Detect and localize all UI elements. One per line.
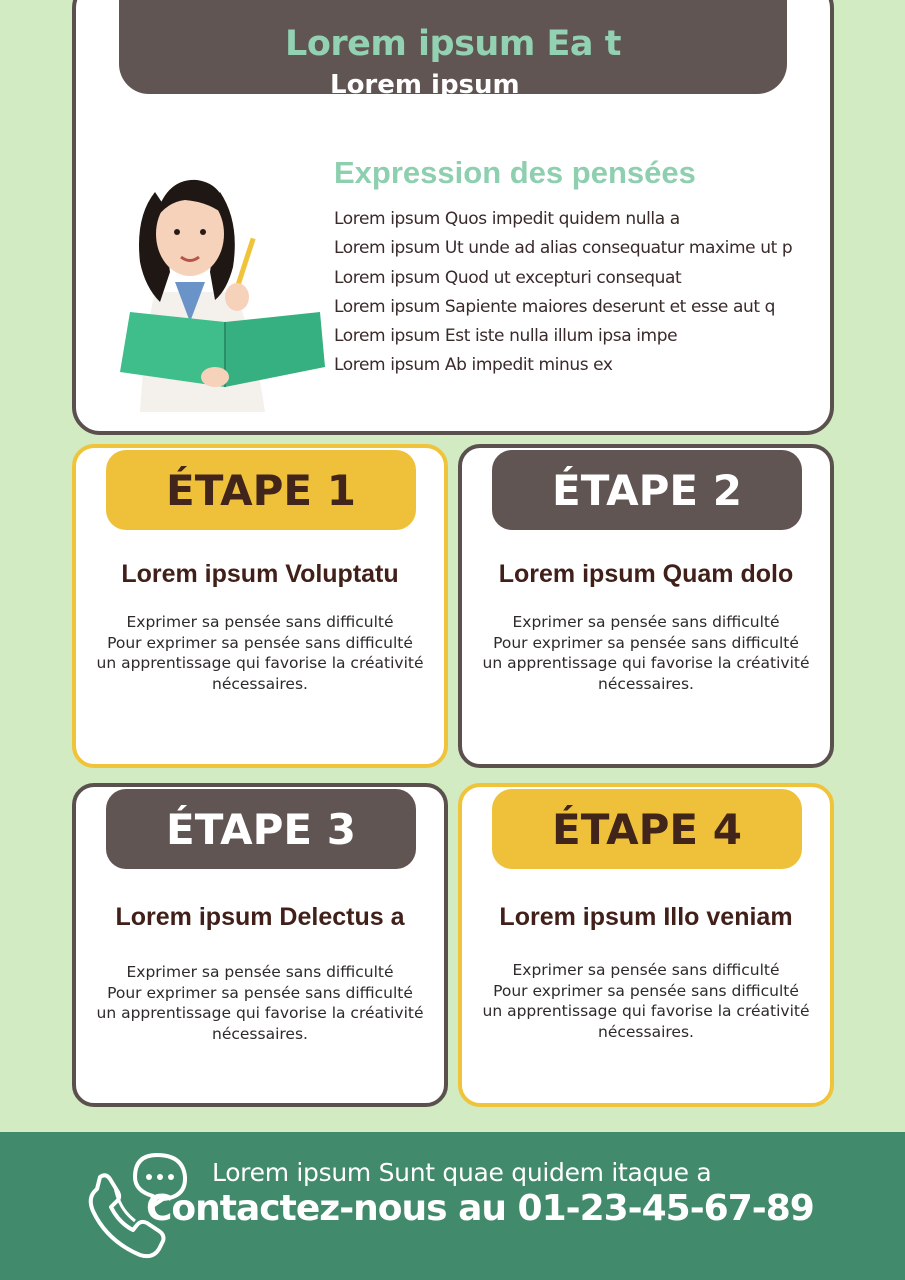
step-desc-line: nécessaires. — [212, 674, 308, 693]
list-item: Lorem ipsum Ab impedit minus ex — [334, 355, 613, 376]
step-description-4 — [462, 960, 830, 1042]
step-description-3 — [76, 962, 444, 1044]
contact-phone[interactable]: Contactez-nous au 01-23-45-67-89 — [146, 1188, 814, 1229]
step-card-3 — [72, 783, 448, 1107]
step-card-1 — [72, 444, 448, 768]
step-title-1: Lorem ipsum Voluptatu — [121, 560, 399, 588]
step-badge-4: ÉTAPE 4 — [492, 789, 802, 869]
step-badge-2: ÉTAPE 2 — [492, 450, 802, 530]
step-desc-line: Pour exprimer sa pensée sans difficulté — [107, 983, 413, 1002]
step-card-2 — [458, 444, 834, 768]
step-desc-line: Pour exprimer sa pensée sans difficulté — [493, 981, 799, 1000]
step-desc-line: un apprentissage qui favorise la créativité — [482, 1002, 810, 1020]
girl-reading-book-illustration — [115, 172, 330, 417]
step-desc-line: Pour exprimer sa pensée sans difficulté — [107, 633, 413, 652]
list-item: Lorem ipsum Quos impedit quidem nulla a — [334, 209, 680, 229]
step-desc-line: nécessaires. — [598, 1022, 694, 1041]
step-desc-line: un apprentissage qui favorise la créativité — [96, 1004, 424, 1022]
list-item: Lorem ipsum Sapiente maiores deserunt et esse aut q — [334, 296, 776, 317]
step-desc-line: Exprimer sa pensée sans difficulté — [126, 963, 394, 981]
list-item: Lorem ipsum Ut unde ad alias consequatur maxime ut p — [334, 238, 793, 259]
step-card-4 — [458, 783, 834, 1107]
step-desc-line: Exprimer sa pensée sans difficulté — [512, 961, 780, 979]
step-desc-line: nécessaires. — [598, 674, 694, 693]
step-description-2 — [462, 612, 830, 694]
page-title: Lorem ipsum Ea t — [285, 24, 621, 64]
footer-tagline: Lorem ipsum Sunt quae quidem itaque a — [212, 1158, 712, 1187]
step-badge-3: ÉTAPE 3 — [106, 789, 416, 869]
step-desc-line: Exprimer sa pensée sans difficulté — [126, 613, 394, 631]
step-title-3: Lorem ipsum Delectus a — [115, 903, 405, 931]
intro-heading: Expression des pensées — [334, 155, 696, 190]
intro-list — [334, 205, 792, 381]
title-overflow-text: Lorem ipsum — [330, 70, 520, 100]
step-title-2: Lorem ipsum Quam dolo — [498, 560, 794, 588]
list-item: Lorem ipsum Quod ut excepturi consequat — [334, 267, 682, 288]
contact-footer — [0, 1132, 905, 1280]
step-description-1 — [76, 612, 444, 694]
step-desc-line: Exprimer sa pensée sans difficulté — [512, 613, 780, 631]
step-desc-line: nécessaires. — [212, 1024, 308, 1043]
list-item: Lorem ipsum Est iste nulla illum ipsa impe — [334, 326, 678, 347]
step-title-4: Lorem ipsum Illo veniam — [499, 903, 793, 931]
title-overflow — [330, 70, 530, 100]
step-desc-line: un apprentissage qui favorise la créativité — [482, 654, 810, 672]
step-badge-1: ÉTAPE 1 — [106, 450, 416, 530]
step-desc-line: Pour exprimer sa pensée sans difficulté — [493, 633, 799, 652]
step-desc-line: un apprentissage qui favorise la créativité — [96, 654, 424, 672]
